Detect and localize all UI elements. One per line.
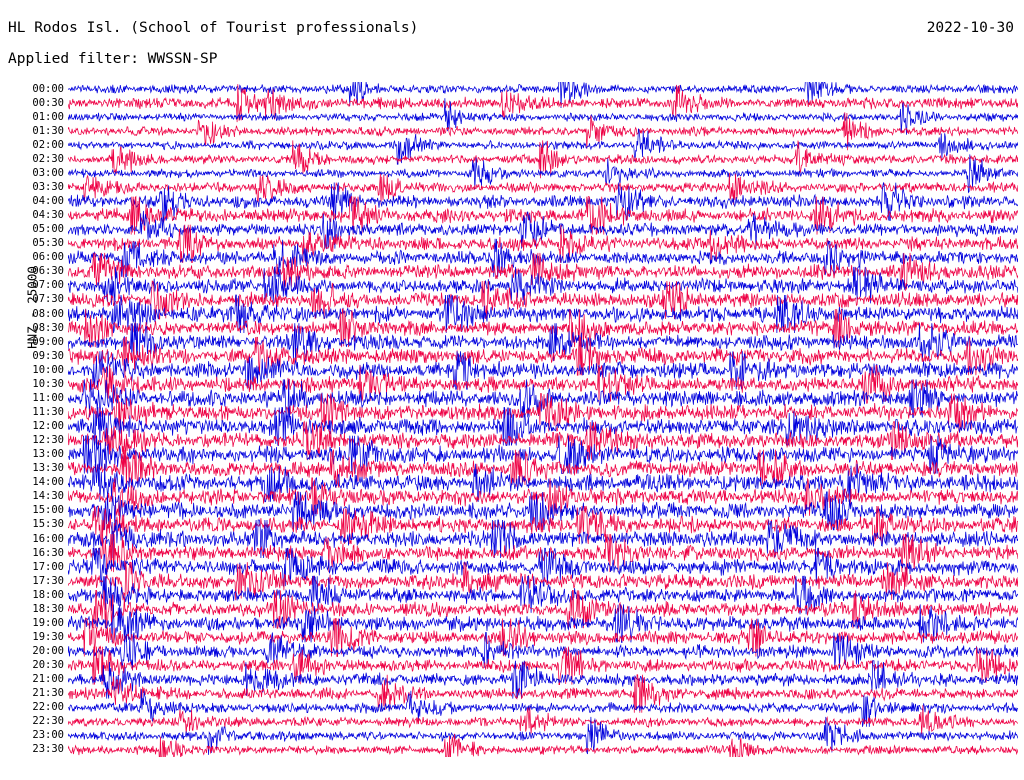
time-tick-label: 18:00 xyxy=(32,588,64,601)
trace-row xyxy=(68,225,1018,263)
time-tick-label: 11:00 xyxy=(32,391,64,404)
time-tick-label: 04:00 xyxy=(32,195,64,208)
time-tick-label: 04:30 xyxy=(32,209,64,222)
time-tick-label: 19:30 xyxy=(32,630,64,643)
time-tick-label: 06:30 xyxy=(32,265,64,278)
page-title: HL Rodos Isl. (School of Tourist professionals) xyxy=(8,20,419,36)
time-tick-label: 23:30 xyxy=(32,743,64,756)
time-tick-label: 02:30 xyxy=(32,152,64,165)
time-tick-label: 06:00 xyxy=(32,251,64,264)
time-tick-label: 23:00 xyxy=(32,729,64,742)
time-tick-label: 14:30 xyxy=(32,490,64,503)
time-tick-label: 00:30 xyxy=(32,96,64,109)
time-tick-label: 21:00 xyxy=(32,673,64,686)
time-tick-label: 12:00 xyxy=(32,420,64,433)
time-tick-label: 16:30 xyxy=(32,546,64,559)
time-tick-label: 13:30 xyxy=(32,462,64,475)
trace-row xyxy=(68,173,1018,205)
time-tick-label: 00:00 xyxy=(32,82,64,95)
time-tick-label: 08:00 xyxy=(32,307,64,320)
time-tick-label: 01:30 xyxy=(32,124,64,137)
time-tick-label: 05:00 xyxy=(32,223,64,236)
time-tick-label: 22:00 xyxy=(32,701,64,714)
time-tick-label: 20:00 xyxy=(32,645,64,658)
time-tick-label: 21:30 xyxy=(32,687,64,700)
time-tick-label: 16:00 xyxy=(32,532,64,545)
time-tick-label: 22:30 xyxy=(32,715,64,728)
applied-filter-label: Applied filter: WWSSN-SP xyxy=(8,51,218,67)
time-tick-label: 07:00 xyxy=(32,279,64,292)
time-tick-label: 03:30 xyxy=(32,180,64,193)
time-tick-label: 17:30 xyxy=(32,574,64,587)
time-tick-label: 14:00 xyxy=(32,476,64,489)
time-tick-label: 19:00 xyxy=(32,616,64,629)
time-tick-label: 10:00 xyxy=(32,363,64,376)
y-axis-label: HNZ - 25000 xyxy=(24,266,40,349)
time-axis-ticks xyxy=(0,82,64,757)
time-tick-label: 09:00 xyxy=(32,335,64,348)
time-tick-label: 20:30 xyxy=(32,659,64,672)
time-tick-label: 09:30 xyxy=(32,349,64,362)
time-tick-label: 15:30 xyxy=(32,518,64,531)
time-tick-label: 10:30 xyxy=(32,377,64,390)
time-tick-label: 01:00 xyxy=(32,110,64,123)
time-tick-label: 03:00 xyxy=(32,166,64,179)
time-tick-label: 12:30 xyxy=(32,434,64,447)
time-tick-label: 08:30 xyxy=(32,321,64,334)
seismogram-canvas xyxy=(68,82,1018,757)
time-tick-label: 17:00 xyxy=(32,560,64,573)
time-tick-label: 02:00 xyxy=(32,138,64,151)
time-tick-label: 15:00 xyxy=(32,504,64,517)
time-tick-label: 11:30 xyxy=(32,405,64,418)
seismogram-plot xyxy=(68,82,1018,757)
time-tick-label: 18:30 xyxy=(32,602,64,615)
time-tick-label: 07:30 xyxy=(32,293,64,306)
time-tick-label: 05:30 xyxy=(32,237,64,250)
time-tick-label: 13:00 xyxy=(32,448,64,461)
record-date: 2022-10-30 xyxy=(926,20,1014,36)
